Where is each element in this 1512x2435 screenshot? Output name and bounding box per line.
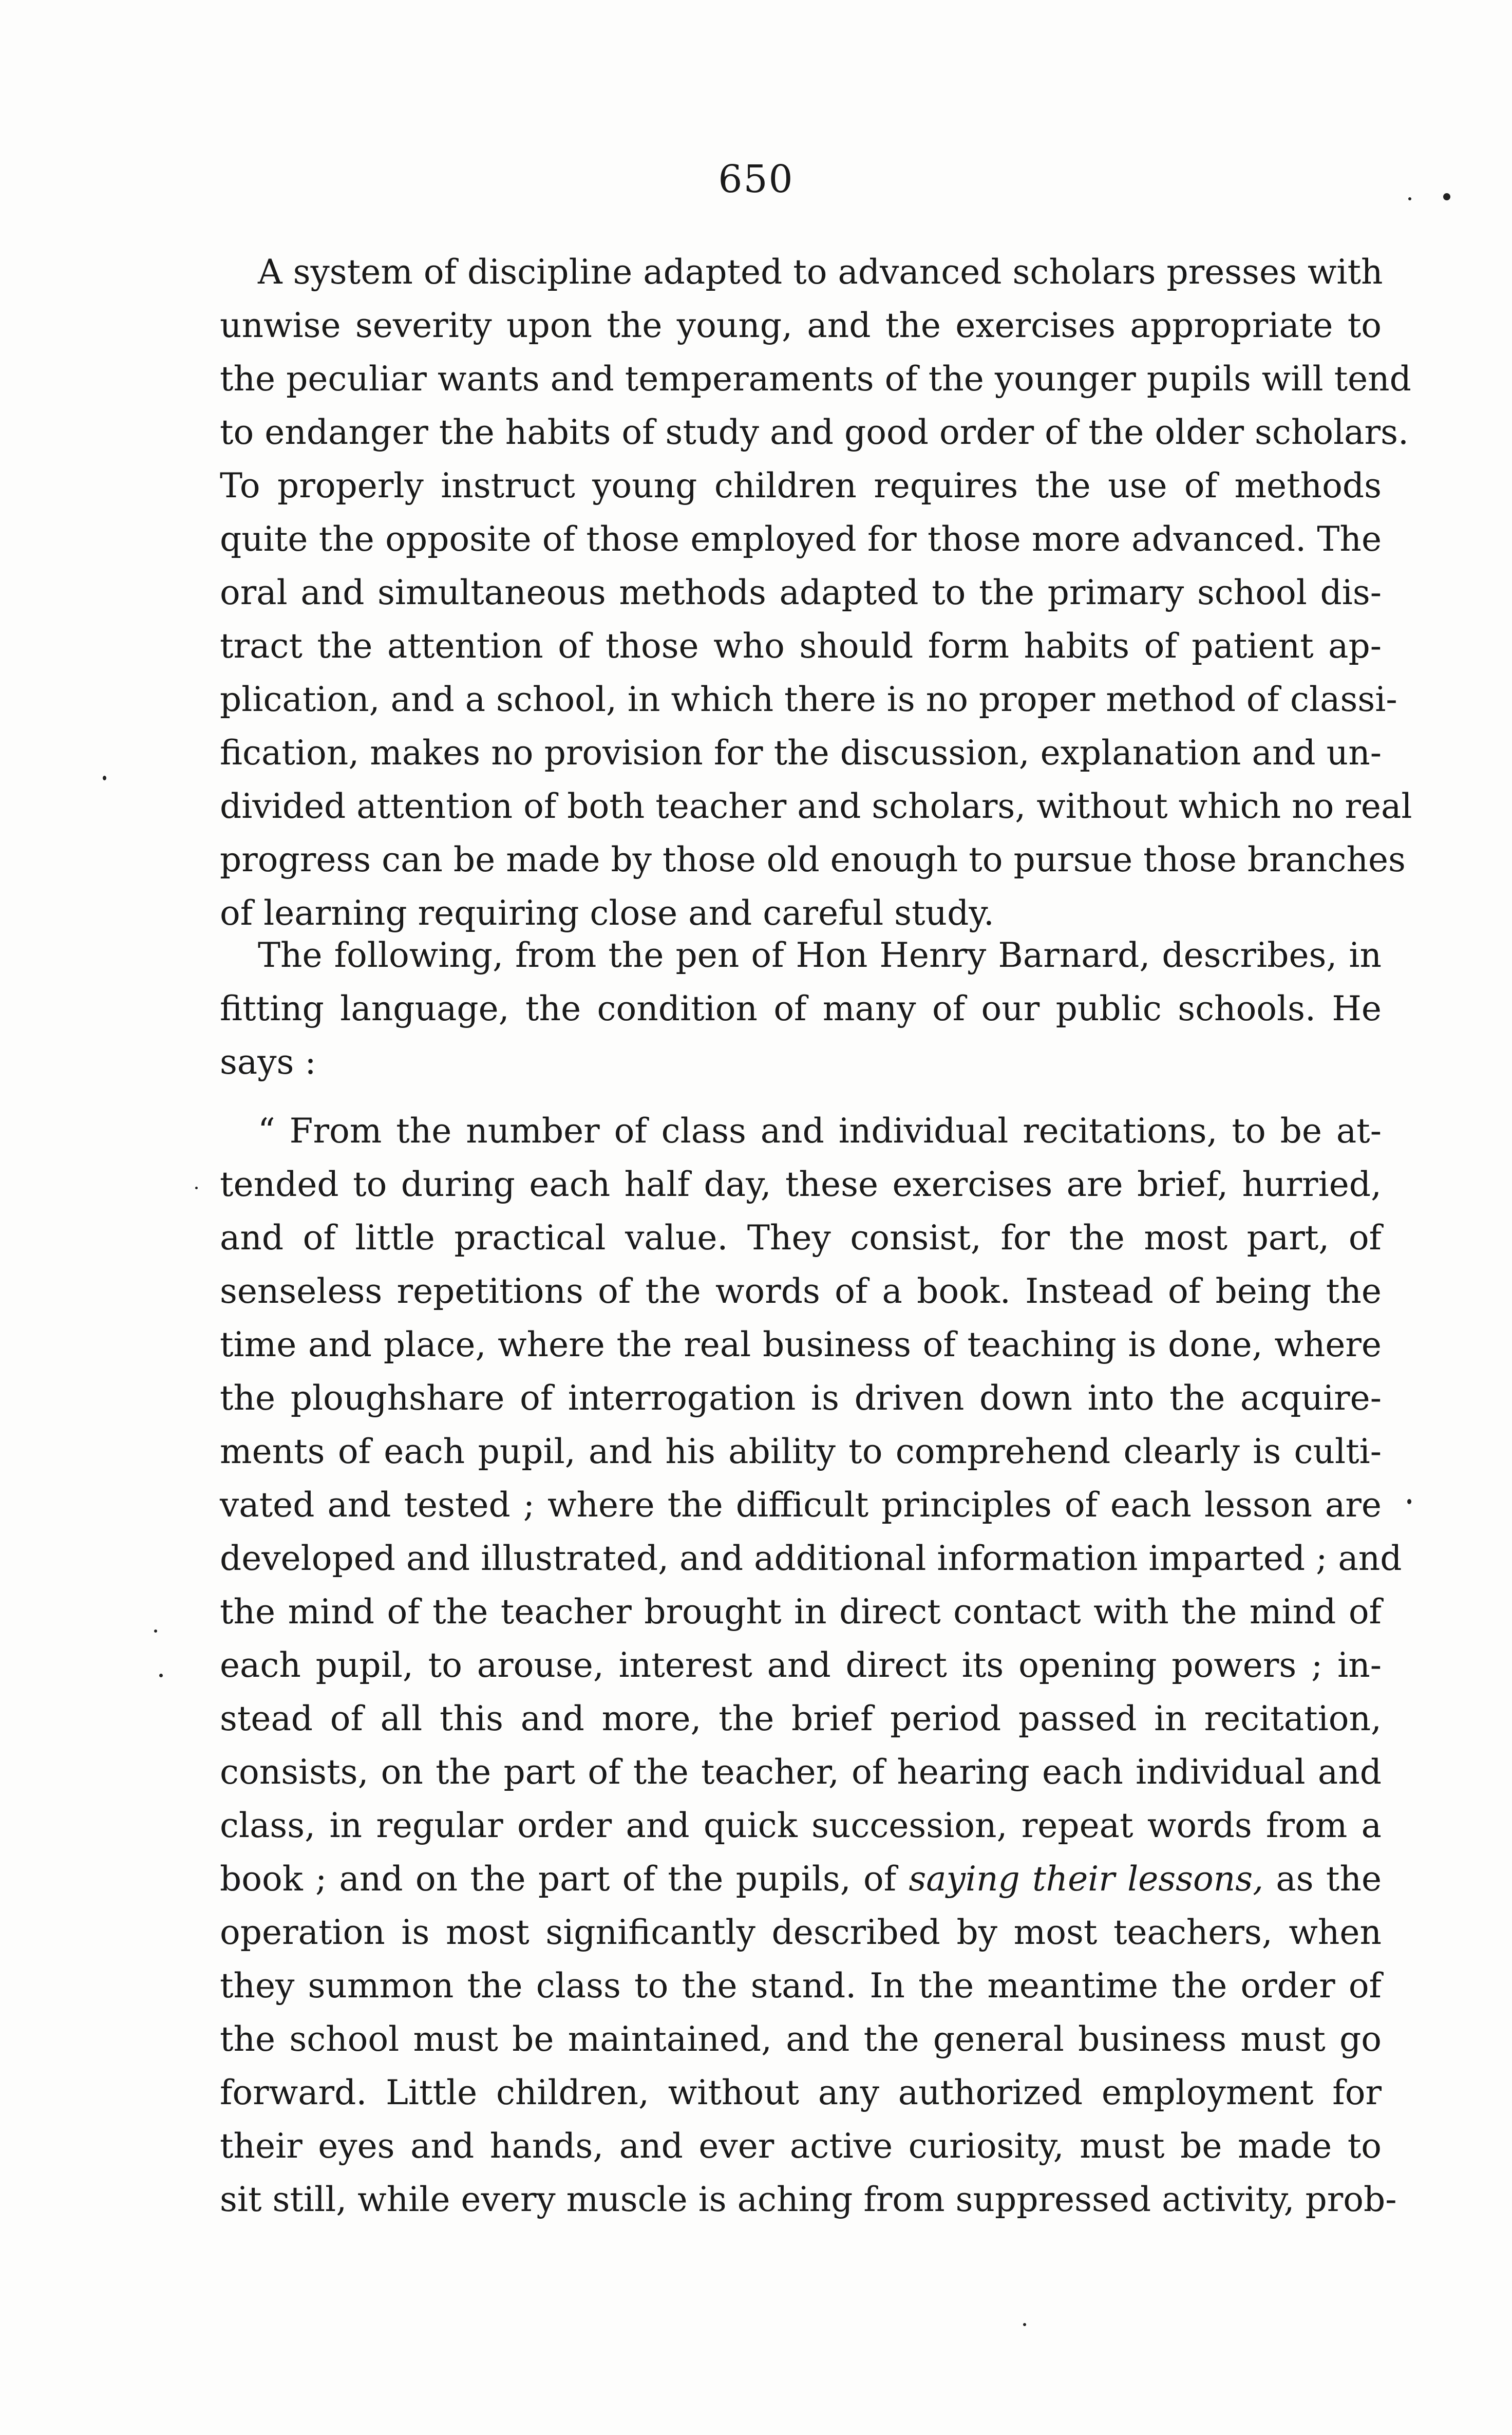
text-line: says : <box>220 1042 316 1082</box>
text-line: fitting language, the condition of many of our public schools. He <box>220 989 1382 1028</box>
scan-speck <box>1407 1499 1411 1504</box>
page-number: 650 <box>718 157 794 201</box>
text-line: fication, makes no provision for the discussion, explanation and un- <box>220 733 1382 773</box>
text-line: tended to during each half day, these exercises are brief, hurried, <box>220 1165 1382 1204</box>
text-line: time and place, where the real business of teaching is done, where <box>220 1325 1382 1364</box>
text-line: oral and simultaneous methods adapted to the primary school dis- <box>220 573 1382 612</box>
text-line: unwise severity upon the young, and the exercises appropriate to <box>220 306 1382 345</box>
text-line: consists, on the part of the teacher, of hearing each individual and <box>220 1752 1382 1792</box>
text-line: their eyes and hands, and ever active curiosity, must be made to <box>220 2126 1382 2166</box>
text-line: they summon the class to the stand. In the meantime the order of <box>220 1966 1382 2006</box>
text-span: book ; and on the part of the pupils, of <box>220 1859 909 1899</box>
scan-speck <box>1408 197 1411 200</box>
text-line: divided attention of both teacher and scholars, without which no real <box>220 786 1412 826</box>
scan-speck <box>154 1629 157 1633</box>
text-line: “ From the number of class and individual recitations, to be at- <box>258 1111 1382 1151</box>
text-line: The following, from the pen of Hon Henry Barnard, describes, in <box>258 935 1382 975</box>
text-line: to endanger the habits of study and good order of the older scholars. <box>220 413 1409 452</box>
text-line: class, in regular order and quick succession, repeat words from a <box>220 1806 1382 1845</box>
text-line: ments of each pupil, and his ability to comprehend clearly is culti- <box>220 1432 1382 1471</box>
text-line-with-italic <box>220 1852 1382 1906</box>
text-line: A system of discipline adapted to advanced scholars presses with <box>258 252 1383 292</box>
text-line: senseless repetitions of the words of a book. Instead of being the <box>220 1271 1382 1311</box>
text-line: progress can be made by those old enough to pursue those branches <box>220 840 1406 879</box>
text-line: tract the attention of those who should form habits of patient ap- <box>220 626 1382 666</box>
paragraph-1 <box>220 246 1412 940</box>
text-line: the school must be maintained, and the general business must go <box>220 2019 1382 2059</box>
text-line: quite the opposite of those employed for those more advanced. The <box>220 519 1382 559</box>
text-line: the ploughshare of interrogation is driven down into the acquire- <box>220 1378 1382 1418</box>
text-line: forward. Little children, without any authorized employment for <box>220 2073 1382 2112</box>
text-line: stead of all this and more, the brief period passed in recitation, <box>220 1699 1382 1738</box>
text-line: vated and tested ; where the difficult principles of each lesson are <box>220 1485 1382 1525</box>
text-line: each pupil, to arouse, interest and direct its opening powers ; in- <box>220 1645 1382 1685</box>
text-line: developed and illustrated, and additional information imparted ; and <box>220 1539 1402 1578</box>
text-line: the peculiar wants and temperaments of the younger pupils will tend <box>220 359 1411 399</box>
scan-speck <box>1023 2323 1026 2326</box>
text-span: as the <box>1263 1859 1382 1899</box>
text-line: of learning requiring close and careful study. <box>220 893 994 933</box>
paragraph-2 <box>220 929 1382 1089</box>
text-line: plication, and a school, in which there is no proper method of classi- <box>220 680 1397 719</box>
italic-phrase: saying their lessons, <box>909 1859 1264 1899</box>
scan-speck <box>1443 193 1450 200</box>
scan-speck <box>159 1674 163 1677</box>
text-line: sit still, while every muscle is aching from suppressed activity, prob- <box>220 2180 1397 2219</box>
scan-speck <box>195 1187 198 1189</box>
scan-speck <box>103 776 106 780</box>
text-line: operation is most significantly described by most teachers, when <box>220 1913 1382 1952</box>
text-line: and of little practical value. They consist, for the most part, of <box>220 1218 1382 1258</box>
quotation <box>220 1104 1402 2226</box>
text-line: the mind of the teacher brought in direct contact with the mind of <box>220 1592 1382 1632</box>
text-line: To properly instruct young children requires the use of methods <box>220 466 1382 505</box>
